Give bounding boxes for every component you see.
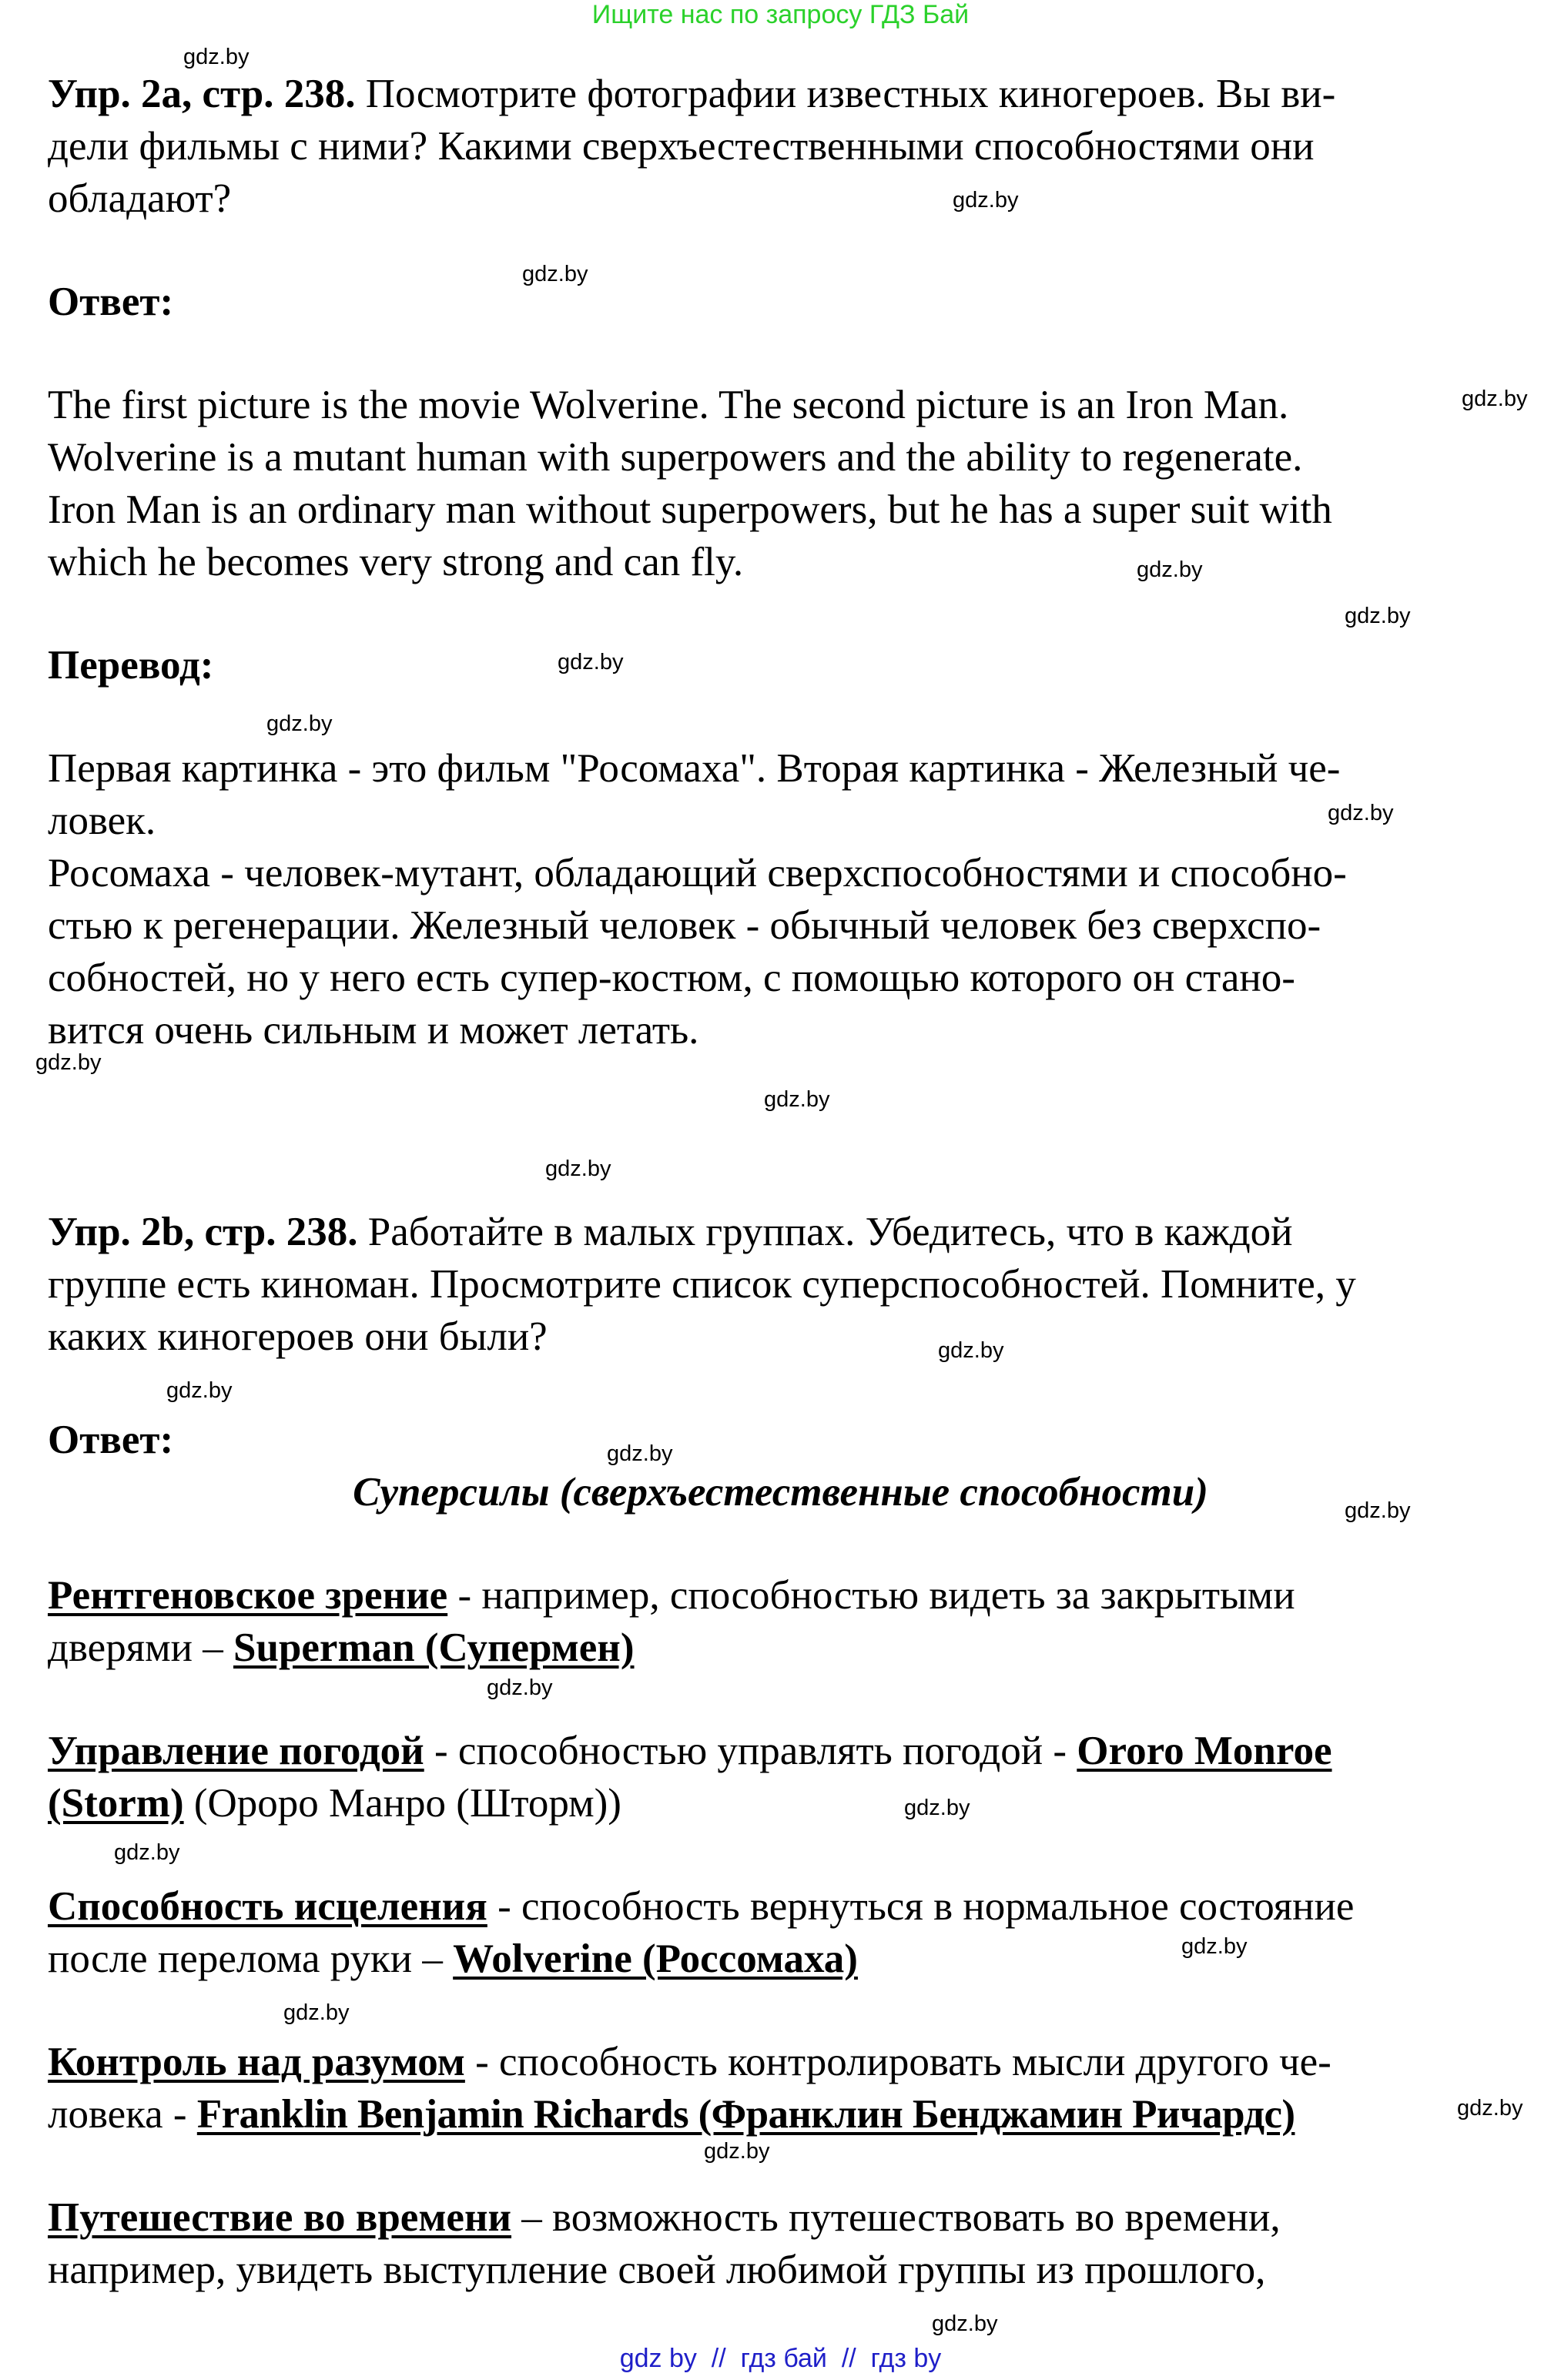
superpower-term: Управление погодой <box>48 1729 424 1773</box>
watermark: gdz.by <box>607 1441 673 1466</box>
superhero-name: Ororo Monroe <box>1077 1729 1332 1773</box>
superpower-description: (Ороро Манро (Шторм)) <box>183 1781 621 1826</box>
ex2b-heading: Упр. 2b, стр. 238. <box>48 1210 358 1254</box>
superpower-item-healing-line-1 <box>48 1880 1354 1933</box>
ex2a-translation-line-3: Росомаха - человек-мутант, обладающий сверхспособностями и способно- <box>48 851 1347 895</box>
watermark: gdz.by <box>166 1378 233 1403</box>
superhero-name: Franklin Benjamin Richards (Франклин Бенджамин Ричардс) <box>196 2092 1295 2137</box>
ex2a-translation-line-2: ловек. <box>48 798 156 843</box>
superhero-name: (Storm) <box>48 1781 184 1826</box>
ex2b-answer-label: Ответ: <box>48 1418 174 1462</box>
watermark: gdz.by <box>1345 604 1411 628</box>
watermark: gdz.by <box>522 262 588 286</box>
ex2b-question-line-3: каких киногероев они были? <box>48 1314 548 1359</box>
ex2a-answer-line-1: The first picture is the movie Wolverine. The second picture is an Iron Man. <box>48 383 1289 427</box>
watermark: gdz.by <box>938 1338 1004 1363</box>
ex2a-answer-line-4: which he becomes very strong and can fly. <box>48 540 744 584</box>
superhero-name: Superman (Супермен) <box>233 1625 635 1670</box>
superpower-item-mind-control-line-2 <box>48 2088 1295 2141</box>
watermark: gdz.by <box>283 2000 350 2025</box>
superpower-term: Рентгеновское зрение <box>48 1573 448 1618</box>
watermark: gdz.by <box>904 1796 970 1820</box>
watermark: gdz.by <box>764 1087 830 1112</box>
ex2a-question-text: Посмотрите фотографии известных киногероев. Вы ви- <box>365 72 1336 116</box>
superpower-description: - способностью управлять погодой - <box>424 1729 1077 1773</box>
ex2a-translation-label: Перевод: <box>48 643 214 688</box>
watermark: gdz.by <box>114 1840 180 1865</box>
superpower-description: - способность вернуться в нормальное состояние <box>487 1884 1355 1929</box>
watermark: gdz.by <box>1457 2096 1523 2121</box>
watermark: gdz.by <box>704 2139 770 2164</box>
ex2a-translation-line-1: Первая картинка - это фильм "Росомаха". Вторая картинка - Железный че- <box>48 746 1341 791</box>
superpower-description: - например, способностью видеть за закрытыми <box>447 1573 1295 1618</box>
watermark: gdz.by <box>487 1675 553 1700</box>
superpower-description: ловека - <box>48 2092 197 2137</box>
superpower-item-weather-line-1 <box>48 1725 1332 1777</box>
ex2a-translation-line-4: стью к регенерации. Железный человек - обычный человек без сверхспо- <box>48 903 1321 948</box>
superpower-term: Путешествие во времени <box>48 2195 512 2240</box>
superhero-name: Wolverine (Россомаха) <box>453 1936 858 1981</box>
search-banner: Ищите нас по запросу ГДЗ Бай <box>591 0 970 29</box>
watermark: gdz.by <box>1462 387 1528 411</box>
watermark: gdz.by <box>266 711 333 736</box>
superpower-item-xray-line-2 <box>48 1622 635 1674</box>
ex2a-answer-label: Ответ: <box>48 280 174 324</box>
superpower-item-time-travel-line-1 <box>48 2191 1281 2244</box>
watermark: gdz.by <box>1328 801 1394 825</box>
ex2a-question-line-1 <box>48 68 1335 120</box>
watermark: gdz.by <box>545 1157 611 1181</box>
superpower-item-mind-control-line-1 <box>48 2036 1332 2088</box>
ex2b-question-text: Работайте в малых группах. Убедитесь, что в каждой <box>367 1210 1293 1254</box>
superpower-description: - способность контролировать мысли другого че- <box>464 2040 1332 2084</box>
watermark: gdz.by <box>35 1050 102 1075</box>
superpower-item-xray-line-1 <box>48 1569 1295 1622</box>
ex2a-translation-line-6: вится очень сильным и может летать. <box>48 1008 699 1053</box>
ex2a-answer-line-2: Wolverine is a mutant human with superpowers and the ability to regenerate. <box>48 435 1303 480</box>
superpower-description: – возможность путешествовать во времени, <box>511 2195 1281 2240</box>
ex2b-question-line-2: группе есть киноман. Просмотрите список суперспособностей. Помните, у <box>48 1262 1356 1307</box>
superpower-description: дверями – <box>48 1625 233 1670</box>
watermark: gdz.by <box>932 2311 998 2336</box>
watermark: gdz.by <box>183 45 250 69</box>
watermark: gdz.by <box>953 188 1019 213</box>
watermark: gdz.by <box>1137 557 1203 582</box>
superpower-description: после перелома руки – <box>48 1936 454 1981</box>
superpower-term: Способность исцеления <box>48 1884 487 1929</box>
ex2a-question-line-2: дели фильмы с ними? Какими сверхъестественными способностями они <box>48 124 1315 169</box>
watermark: gdz.by <box>1345 1498 1411 1523</box>
ex2b-question-line-1 <box>48 1206 1293 1258</box>
superpower-item-weather-line-2 <box>48 1777 621 1829</box>
watermark: gdz.by <box>1181 1934 1248 1959</box>
superpower-item-time-travel-line-2: например, увидеть выступление своей любимой группы из прошлого, <box>48 2248 1266 2292</box>
superpower-item-healing-line-2 <box>48 1933 858 1985</box>
superpower-term: Контроль над разумом <box>48 2040 465 2084</box>
ex2a-translation-line-5: собностей, но у него есть супер-костюм, с помощью которого он стано- <box>48 956 1295 1000</box>
footer-links: gdz by // гдз бай // гдз by <box>619 2344 942 2373</box>
ex2a-question-line-3: обладают? <box>48 176 232 221</box>
ex2b-subtitle: Суперсилы (сверхъестественные способности) <box>353 1470 1208 1515</box>
ex2a-heading: Упр. 2a, стр. 238. <box>48 72 356 116</box>
ex2a-answer-line-3: Iron Man is an ordinary man without superpowers, but he has a super suit with <box>48 487 1332 532</box>
watermark: gdz.by <box>558 650 624 675</box>
